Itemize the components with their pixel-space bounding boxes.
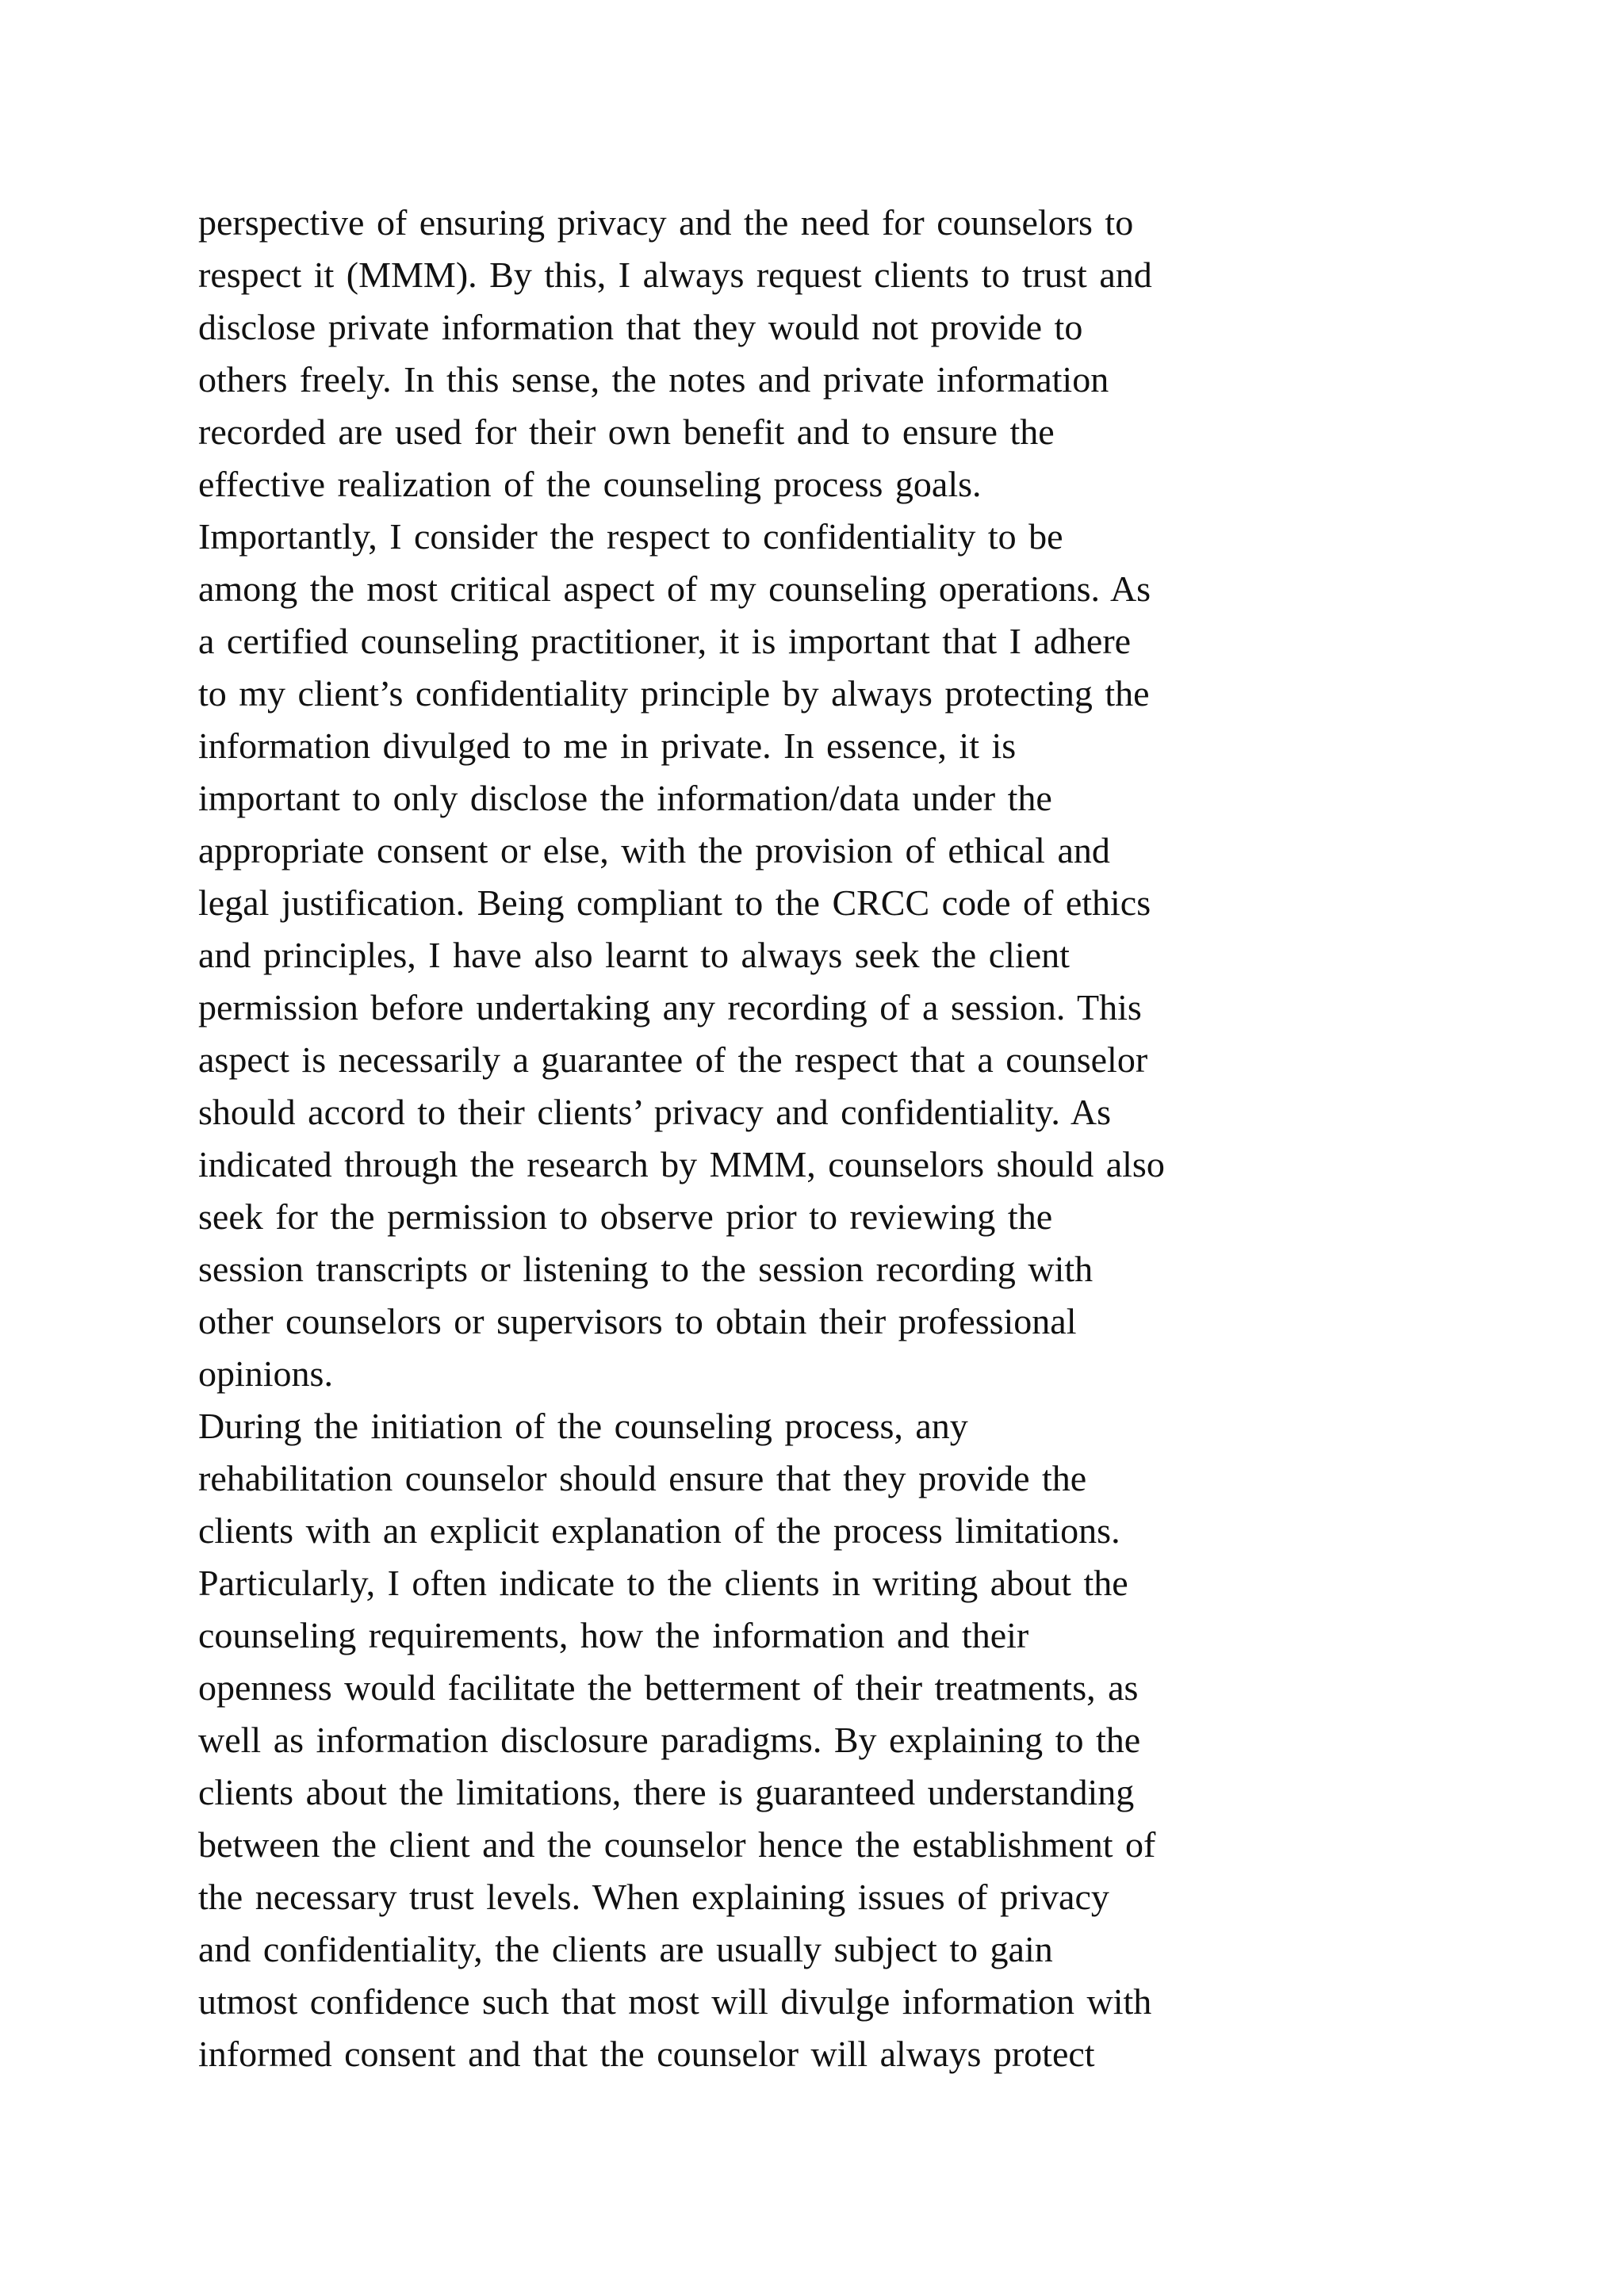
text-line: disclose private information that they would not provide to [198, 307, 1083, 347]
text-line: others freely. In this sense, the notes and private information [198, 359, 1109, 400]
text-line: and principles, I have also learnt to always seek the client [198, 935, 1070, 975]
text-line: openness would facilitate the betterment of their treatments, as [198, 1667, 1139, 1708]
text-line: appropriate consent or else, with the provision of ethical and [198, 830, 1110, 871]
text-line: respect it (MMM). By this, I always request clients to trust and [198, 254, 1152, 295]
text-line: the necessary trust levels. When explaining issues of privacy [198, 1877, 1109, 1917]
text-line: During the initiation of the counseling process, any [198, 1406, 968, 1446]
text-line: information divulged to me in private. In essence, it is [198, 725, 1017, 766]
text-line: between the client and the counselor hence the establishment of [198, 1824, 1156, 1865]
text-line: important to only disclose the information/data under the [198, 778, 1052, 818]
text-line: a certified counseling practitioner, it is important that I adhere [198, 621, 1132, 661]
text-line: to my client’s confidentiality principle by always protecting the [198, 673, 1150, 714]
text-line: Particularly, I often indicate to the clients in writing about the [198, 1563, 1128, 1603]
text-line: indicated through the research by MMM, counselors should also [198, 1144, 1165, 1184]
body-text [198, 197, 1435, 2080]
text-line: perspective of ensuring privacy and the need for counselors to [198, 202, 1134, 243]
text-line: informed consent and that the counselor will always protect [198, 2034, 1095, 2074]
text-line: session transcripts or listening to the session recording with [198, 1249, 1094, 1289]
text-line: other counselors or supervisors to obtain their professional [198, 1301, 1077, 1341]
text-line: rehabilitation counselor should ensure that they provide the [198, 1458, 1087, 1498]
text-line: effective realization of the counseling process goals. [198, 464, 982, 504]
text-line: clients about the limitations, there is guaranteed understanding [198, 1772, 1135, 1812]
text-line: opinions. [198, 1353, 333, 1394]
text-line: among the most critical aspect of my counseling operations. As [198, 568, 1151, 609]
text-line: utmost confidence such that most will divulge information with [198, 1981, 1152, 2022]
text-line: clients with an explicit explanation of the process limitations. [198, 1510, 1120, 1551]
text-line: should accord to their clients’ privacy and confidentiality. As [198, 1092, 1112, 1132]
text-line: Importantly, I consider the respect to confidentiality to be [198, 516, 1063, 557]
text-line: and confidentiality, the clients are usually subject to gain [198, 1929, 1053, 1969]
text-line: counseling requirements, how the information and their [198, 1615, 1029, 1655]
text-line: recorded are used for their own benefit and to ensure the [198, 411, 1055, 452]
text-line: seek for the permission to observe prior to reviewing the [198, 1196, 1053, 1237]
text-line: legal justification. Being compliant to the CRCC code of ethics [198, 882, 1151, 923]
text-line: aspect is necessarily a guarantee of the respect that a counselor [198, 1039, 1148, 1080]
text-line: permission before undertaking any recording of a session. This [198, 987, 1142, 1027]
text-line: well as information disclosure paradigms. By explaining to the [198, 1720, 1141, 1760]
